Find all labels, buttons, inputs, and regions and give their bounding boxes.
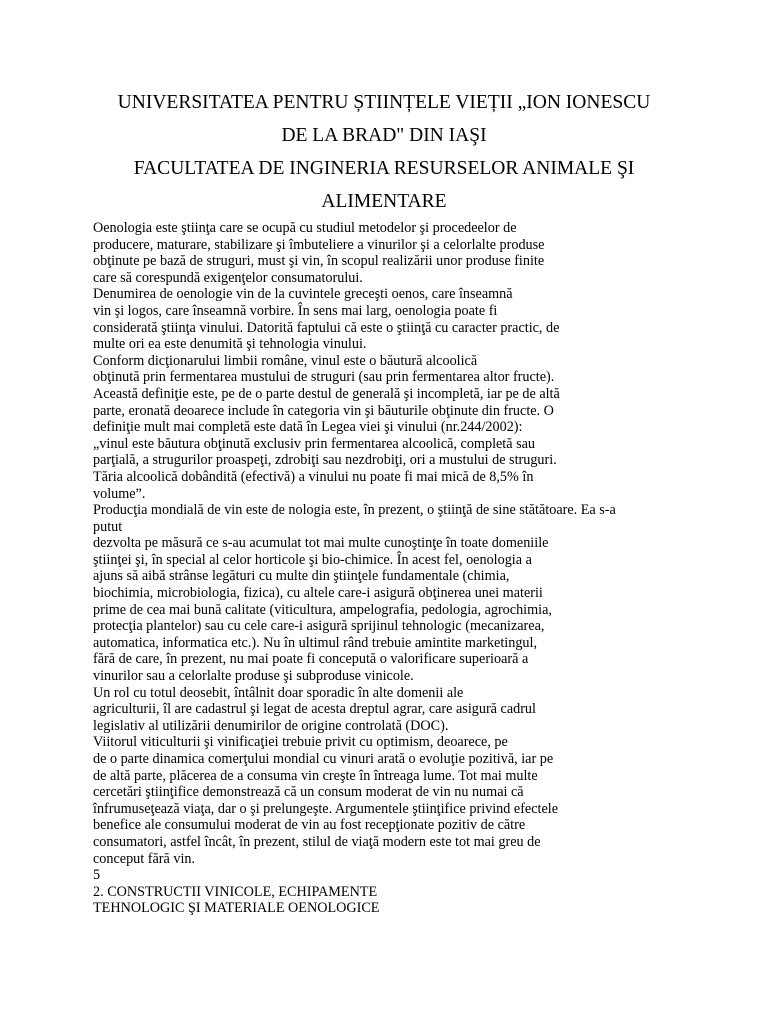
section-heading-line: TEHNOLOGIC ŞI MATERIALE OENOLOGICE (93, 900, 380, 917)
body-line: definiţie mult mai completă este dată în Legea viei şi vinului (nr.244/2002): (93, 419, 523, 436)
section-heading-line: 2. CONSTRUCTII VINICOLE, ECHIPAMENTE (93, 883, 378, 900)
body-line: obţinute pe bază de struguri, must şi vin, în scopul realizării unor produse finite (93, 253, 545, 270)
body-line: obţinută prin fermentarea mustului de struguri (sau prin fermentarea altor fructe). (93, 369, 555, 386)
body-line: legislativ al utilizării denumirilor de origine controlată (DOC). (93, 717, 449, 734)
body-line: de o parte dinamica comerţului mondial cu vinuri arată o evoluţie pozitivă, iar pe (93, 751, 554, 767)
body-line: vin şi logos, care înseamnă vorbire. În sens mai larg, oenologia poate fi (93, 302, 498, 319)
body-line: parte, eronată deoarece include în categoria vin şi băuturile obţinute din fructe. O (93, 402, 554, 419)
body-line: fără de care, în prezent, nu mai poate fi concepută o valorificare superioară a (93, 651, 529, 668)
body-line: automatica, informatica etc.). Nu în ultimul rând trebuie amintite marketingul, (93, 634, 538, 651)
body-line: Conform dicţionarului limbii române, vinul este o băutură alcoolică (93, 352, 478, 369)
body-line: agriculturii, îl are cadastrul şi legat de acesta dreptul agrar, care asigură cadrul (93, 701, 536, 718)
body-line: considerată ştiinţa vinului. Datorită faptului că este o ştiinţă cu caracter practic, de (93, 319, 560, 336)
body-line: multe ori ea este denumită şi tehnologia vinului. (93, 336, 367, 353)
body-line: Viitorul viticulturii şi vinificaţiei trebuie privit cu optimism, deoarece, pe (93, 734, 508, 751)
header-line: ALIMENTARE (321, 191, 447, 212)
body-line: Această definiţie este, pe de o parte destul de generală şi incompletă, iar pe de altă (93, 385, 560, 402)
body-line: Tăria alcoolică dobândită (efectivă) a vinului nu poate fi mai mică de 8,5% în (93, 468, 534, 485)
body-line: protecţia plantelor) sau cu cele care-i asigură sprijinul tehnologic (mecanizarea, (93, 618, 545, 635)
body-line: Producţia mondială de vin este de nologia este, în prezent, o ştiinţă de sine stătătoare. Ea s-a putut (93, 502, 616, 535)
body-line: care să corespundă exigenţelor consumatorului. (93, 269, 363, 286)
body-line: ajuns să aibă strânse legături cu multe din ştiinţele fundamentale (chimia, (93, 568, 510, 585)
page-number: 5 (93, 867, 101, 884)
body-line: Oenologia este ştiinţa care se ocupă cu studiul metodelor şi procedeelor de (93, 220, 517, 236)
body-line: Denumirea de oenologie vin de la cuvintele greceşti oenos, care înseamnă (93, 286, 513, 303)
body-line: conceput fără vin. (93, 850, 196, 867)
document-header (0, 0, 768, 218)
body-line: cercetări ştiinţifice demonstrează că un consum moderat de vin nu numai că (93, 784, 524, 801)
header-line: UNIVERSITATEA PENTRU ȘTIINȚELE VIEȚII „ION IONESCU (117, 92, 651, 113)
body-line: înfrumuseţează viaţa, dar o şi prelungeşte. Argumentele ştiinţifice privind efectele (93, 800, 558, 817)
body-line: biochimia, microbiologia, fizica), cu altele care-i asigură obţinerea unei materii (93, 585, 543, 602)
body-line: „vinul este băutura obţinută exclusiv prin fermentarea alcoolică, completă sau (93, 435, 536, 452)
document-body (93, 220, 638, 917)
body-line: ştiinţei şi, în special al celor horticole şi bio-chimice. În acest fel, oenologia a (93, 551, 532, 568)
body-line: vinurilor sau a celorlalte produse şi subproduse vinicole. (93, 668, 414, 685)
body-line: parţială, a strugurilor proaspeţi, zdrobiţi sau nezdrobiţi, ori a mustului de struguri. (93, 452, 557, 469)
body-line: benefice ale consumului moderat de vin au fost recepţionate pozitiv de către (93, 817, 526, 834)
body-line: Un rol cu totul deosebit, întâlnit doar sporadic în alte domenii ale (93, 684, 464, 701)
body-line: de altă parte, plăcerea de a consuma vin creşte în întreaga lume. Tot mai multe (93, 767, 538, 784)
body-line: dezvolta pe măsură ce s-au acumulat tot mai multe cunoştinţe în toate domeniile (93, 535, 549, 552)
body-line: producere, maturare, stabilizare şi îmbuteliere a vinurilor şi a celorlalte produse (93, 236, 545, 253)
body-line: volume”. (93, 485, 146, 502)
body-line: prime de cea mai bună calitate (viticultura, ampelografia, pedologia, agrochimia, (93, 601, 552, 618)
header-line: DE LA BRAD" DIN IAŞI (281, 125, 487, 146)
body-line: consumatori, astfel încât, în prezent, stilul de viaţă modern este tot mai greu de (93, 833, 541, 850)
header-line: FACULTATEA DE INGINERIA RESURSELOR ANIMALE ŞI (133, 158, 635, 179)
